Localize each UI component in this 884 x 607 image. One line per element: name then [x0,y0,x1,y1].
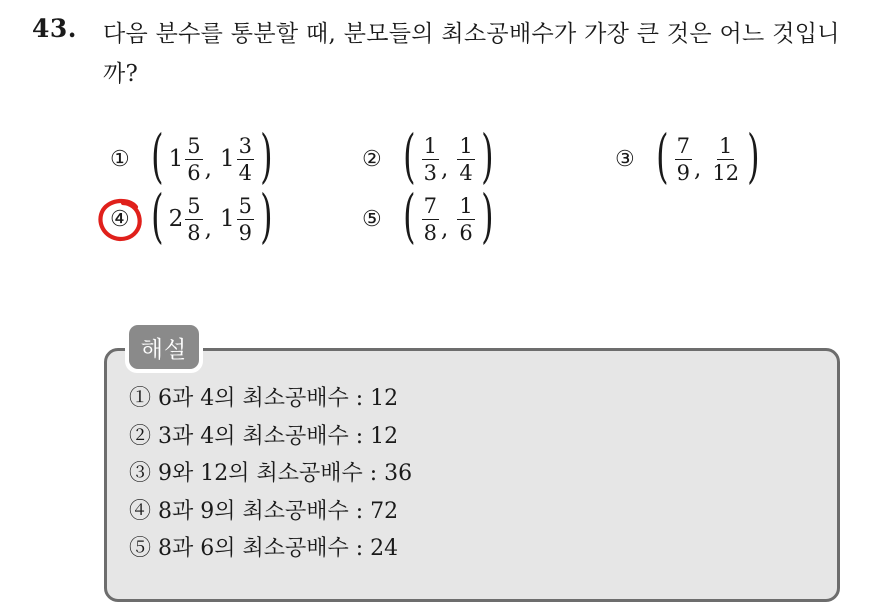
whole-part: 1 [168,146,184,172]
choice-3[interactable] [615,122,765,190]
whole-part: 1 [219,206,235,232]
comma: , [204,216,212,242]
whole-part: 2 [168,206,184,232]
fraction [457,134,474,185]
solution-title-tab: 해설 [129,325,199,369]
fraction [422,134,439,185]
choice-number: ③ [615,146,635,172]
denominator: 6 [459,220,473,245]
denominator: 9 [238,220,252,245]
whole-part: 1 [219,146,235,172]
denominator: 8 [187,220,201,245]
choice-number: ④ [110,206,130,232]
right-paren: ) [480,122,494,190]
right-paren: ) [480,182,494,250]
choice-number: ⑤ [362,206,382,232]
left-paren: ( [151,122,164,190]
right-paren: ) [260,182,273,250]
denominator: 4 [238,160,252,185]
mixed-fraction [220,134,255,185]
solution-line: ① 6과 4의 최소공배수 : 12 [129,386,399,411]
choice-5[interactable] [362,182,498,250]
right-paren: ) [747,122,760,190]
fraction [237,194,254,245]
numerator: 1 [459,193,473,218]
fraction [185,134,202,185]
left-paren: ( [403,122,416,190]
question-text: 다음 분수를 통분할 때, 분모들의 최소공배수가 가장 큰 것은 어느 것입니까? [103,21,840,87]
fraction [237,134,254,185]
fraction [457,194,474,245]
numerator: 3 [238,133,252,158]
numerator: 5 [238,193,252,218]
comma: , [694,156,702,182]
numerator: 7 [676,133,691,158]
denominator: 9 [676,160,691,185]
choice-2[interactable] [362,122,498,190]
numerator: 1 [459,133,473,158]
denominator: 3 [423,160,438,185]
numerator: 1 [423,133,438,158]
solution-line: ⑤ 8과 6의 최소공배수 : 24 [129,536,399,561]
solution-line: ② 3과 4의 최소공배수 : 12 [129,423,399,449]
comma: , [441,156,449,182]
question-number: 43. [32,14,77,43]
left-paren: ( [403,182,416,250]
choice-number: ① [110,146,130,172]
denominator: 12 [712,160,740,185]
mixed-fraction [169,194,204,245]
left-paren: ( [656,122,669,190]
left-paren: ( [151,182,164,250]
denominator: 4 [459,160,473,185]
solution-line: ④ 8과 9의 최소공배수 : 72 [129,498,399,524]
numerator: 1 [719,133,733,158]
denominator: 6 [187,160,201,185]
comma: , [204,156,212,182]
solution-lines [129,380,412,568]
numerator: 5 [187,133,201,158]
numerator: 5 [187,193,201,218]
comma: , [441,216,449,242]
fraction [422,194,439,245]
denominator: 8 [423,220,438,245]
choice-1[interactable] [110,122,278,190]
fraction [185,194,202,245]
mixed-fraction [169,134,204,185]
fraction [675,134,692,185]
choice-number: ② [362,146,382,172]
solution-line: ③ 9와 12의 최소공배수 : 36 [129,461,413,486]
mixed-fraction [220,194,255,245]
fraction [710,134,741,185]
numerator: 7 [423,193,438,218]
answer-circle-mark [96,194,146,244]
right-paren: ) [260,122,273,190]
